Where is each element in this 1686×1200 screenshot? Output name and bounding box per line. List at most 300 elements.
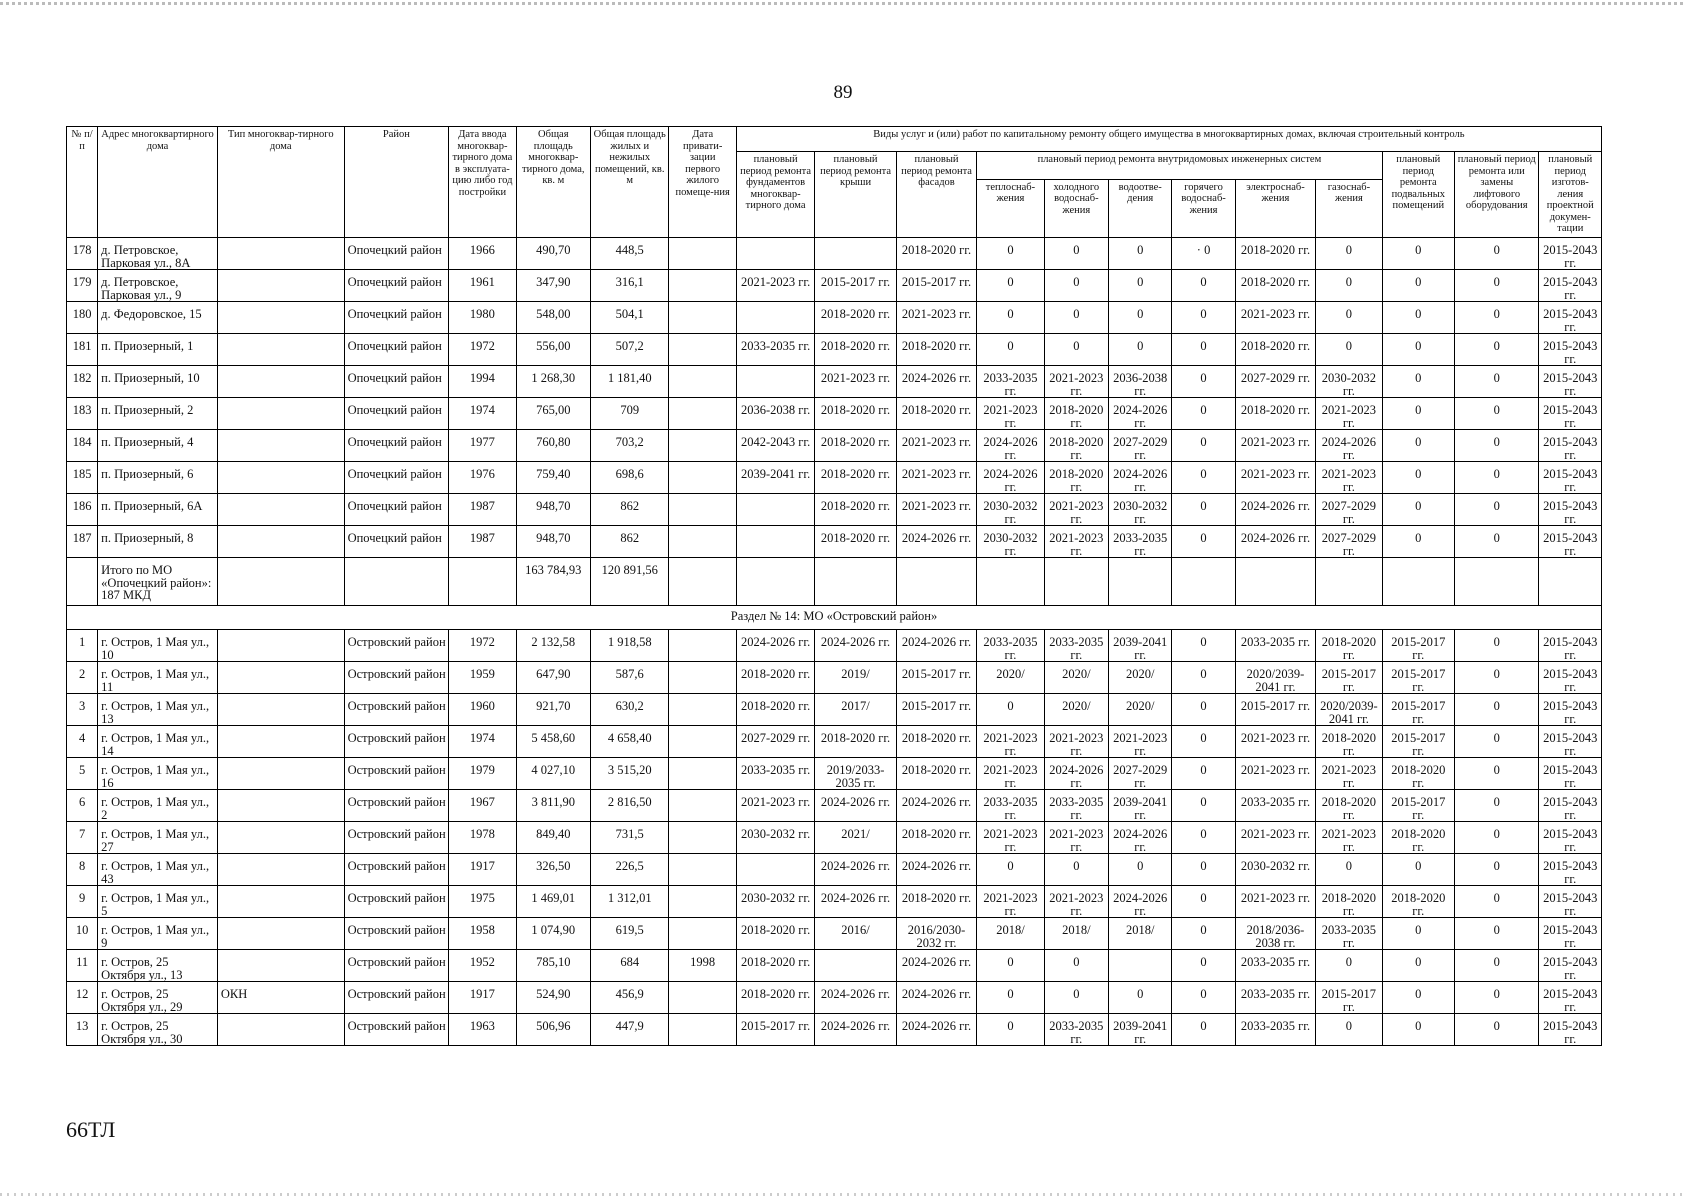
cell-year: 1958 xyxy=(449,918,516,950)
cell-privatization-date xyxy=(669,822,736,854)
cell-year: 1974 xyxy=(449,398,516,430)
cell-electric-period: 2021-2023 гг. xyxy=(1235,822,1315,854)
cell-year: 1966 xyxy=(449,238,516,270)
cell-heat-period: 2020/ xyxy=(977,662,1044,694)
table-row xyxy=(67,758,1602,790)
cell-gas-period: 2024-2026 гг. xyxy=(1316,430,1382,462)
cell-living-area: 1 918,58 xyxy=(591,630,669,662)
cell-privatization-date xyxy=(669,630,736,662)
cell-cold-water-period: 0 xyxy=(1044,982,1108,1014)
cell-roof-period: 2024-2026 гг. xyxy=(815,886,896,918)
table-row xyxy=(67,526,1602,558)
total-row xyxy=(67,558,1602,606)
cell-living-area: 619,5 xyxy=(591,918,669,950)
cell-elevator-period: 0 xyxy=(1455,886,1539,918)
cell-electric-period: 2021-2023 гг. xyxy=(1235,430,1315,462)
cell-facade-period: 2015-2017 гг. xyxy=(896,694,976,726)
total-empty-cell xyxy=(815,558,896,606)
table-row xyxy=(67,822,1602,854)
cell-basement-period: 0 xyxy=(1382,302,1454,334)
total-empty-cell xyxy=(669,558,736,606)
cell-privatization-date xyxy=(669,886,736,918)
cell-facade-period: 2018-2020 гг. xyxy=(896,238,976,270)
col-header-living-area: Общая площадь жилых и нежилых помещений, кв. м xyxy=(591,127,669,238)
cell-roof-period: 2016/ xyxy=(815,918,896,950)
cell-address: г. Остров, 1 Мая ул., 10 xyxy=(98,630,218,662)
cell-privatization-date xyxy=(669,758,736,790)
cell-cold-water-period: 2024-2026 гг. xyxy=(1044,758,1108,790)
cell-basement-period: 2015-2017 гг. xyxy=(1382,790,1454,822)
cell-elevator-period: 0 xyxy=(1455,726,1539,758)
cell-house-type xyxy=(217,918,344,950)
cell-row-number: 184 xyxy=(67,430,98,462)
cell-hot-water-period: 0 xyxy=(1172,886,1235,918)
table-row xyxy=(67,430,1602,462)
cell-privatization-date xyxy=(669,982,736,1014)
col-header-engineering-group: плановый период ремонта внутридомовых инженерных систем xyxy=(977,152,1382,180)
cell-year: 1917 xyxy=(449,854,516,886)
cell-cold-water-period: 0 xyxy=(1044,302,1108,334)
cell-living-area: 504,1 xyxy=(591,302,669,334)
cell-design-period: 2015-2043 гг. xyxy=(1539,662,1602,694)
cell-basement-period: 0 xyxy=(1382,366,1454,398)
total-empty-cell xyxy=(217,558,344,606)
cell-heat-period: 0 xyxy=(977,950,1044,982)
cell-row-number: 13 xyxy=(67,1014,98,1046)
cell-house-type xyxy=(217,1014,344,1046)
cell-total-area: 849,40 xyxy=(516,822,590,854)
section-title: Раздел № 14: МО «Островский район» xyxy=(67,606,1602,630)
cell-living-area: 862 xyxy=(591,494,669,526)
cell-hot-water-period: 0 xyxy=(1172,630,1235,662)
cell-electric-period: 2033-2035 гг. xyxy=(1235,790,1315,822)
cell-privatization-date xyxy=(669,790,736,822)
cell-gas-period: 0 xyxy=(1316,334,1382,366)
cell-gas-period: 2018-2020 гг. xyxy=(1316,886,1382,918)
cell-privatization-date xyxy=(669,854,736,886)
cell-heat-period: 0 xyxy=(977,334,1044,366)
cell-living-area: 4 658,40 xyxy=(591,726,669,758)
cell-cold-water-period: 2021-2023 гг. xyxy=(1044,726,1108,758)
cell-living-area: 507,2 xyxy=(591,334,669,366)
cell-foundation-period: 2033-2035 гг. xyxy=(736,334,814,366)
cell-cold-water-period: 2021-2023 гг. xyxy=(1044,526,1108,558)
cell-gas-period: 0 xyxy=(1316,302,1382,334)
cell-elevator-period: 0 xyxy=(1455,270,1539,302)
cell-facade-period: 2024-2026 гг. xyxy=(896,630,976,662)
cell-privatization-date xyxy=(669,366,736,398)
cell-heat-period: 2033-2035 гг. xyxy=(977,630,1044,662)
cell-electric-period: 2033-2035 гг. xyxy=(1235,950,1315,982)
cell-elevator-period: 0 xyxy=(1455,430,1539,462)
table-row xyxy=(67,854,1602,886)
cell-hot-water-period: 0 xyxy=(1172,662,1235,694)
cell-foundation-period xyxy=(736,366,814,398)
cell-house-type xyxy=(217,726,344,758)
cell-drainage-period: 0 xyxy=(1109,854,1172,886)
cell-house-type xyxy=(217,662,344,694)
cell-basement-period: 0 xyxy=(1382,270,1454,302)
cell-year: 1959 xyxy=(449,662,516,694)
cell-electric-period: 2018-2020 гг. xyxy=(1235,398,1315,430)
cell-living-area: 731,5 xyxy=(591,822,669,854)
cell-hot-water-period: 0 xyxy=(1172,918,1235,950)
cell-privatization-date xyxy=(669,918,736,950)
cell-row-number: 182 xyxy=(67,366,98,398)
cell-design-period: 2015-2043 гг. xyxy=(1539,494,1602,526)
col-header-address: Адрес многоквартирного дома xyxy=(98,127,218,238)
cell-year: 1987 xyxy=(449,494,516,526)
scan-top-edge xyxy=(0,2,1686,5)
cell-design-period: 2015-2043 гг. xyxy=(1539,854,1602,886)
total-empty-cell xyxy=(344,558,449,606)
cell-facade-period: 2018-2020 гг. xyxy=(896,822,976,854)
cell-hot-water-period: 0 xyxy=(1172,790,1235,822)
cell-year: 1972 xyxy=(449,630,516,662)
cell-district: Островский район xyxy=(344,726,449,758)
cell-design-period: 2015-2043 гг. xyxy=(1539,982,1602,1014)
table-row xyxy=(67,790,1602,822)
cell-year: 1963 xyxy=(449,1014,516,1046)
cell-electric-period: 2030-2032 гг. xyxy=(1235,854,1315,886)
table-row xyxy=(67,494,1602,526)
cell-facade-period: 2024-2026 гг. xyxy=(896,526,976,558)
cell-elevator-period: 0 xyxy=(1455,398,1539,430)
cell-living-area: 1 312,01 xyxy=(591,886,669,918)
cell-hot-water-period: 0 xyxy=(1172,822,1235,854)
cell-privatization-date xyxy=(669,662,736,694)
cell-house-type xyxy=(217,526,344,558)
cell-roof-period: 2018-2020 гг. xyxy=(815,430,896,462)
total-empty-cell xyxy=(1539,558,1602,606)
cell-year: 1976 xyxy=(449,462,516,494)
page-number: 89 xyxy=(833,82,853,103)
cell-year: 1974 xyxy=(449,726,516,758)
cell-electric-period: 2015-2017 гг. xyxy=(1235,694,1315,726)
col-header-works-group: Виды услуг и (или) работ по капитальному ремонту общего имущества в многоквартирных домах, включая строительный контроль xyxy=(736,127,1601,152)
footer-code: 66ТЛ xyxy=(66,1117,116,1142)
cell-elevator-period: 0 xyxy=(1455,662,1539,694)
cell-district: Опочецкий район xyxy=(344,494,449,526)
cell-hot-water-period: 0 xyxy=(1172,526,1235,558)
cell-row-number: 178 xyxy=(67,238,98,270)
cell-row-number: 2 xyxy=(67,662,98,694)
cell-basement-period: 2018-2020 гг. xyxy=(1382,822,1454,854)
cell-address: д. Петровское, Парковая ул., 9 xyxy=(98,270,218,302)
cell-gas-period: 2015-2017 гг. xyxy=(1316,662,1382,694)
cell-living-area: 316,1 xyxy=(591,270,669,302)
cell-hot-water-period: 0 xyxy=(1172,726,1235,758)
cell-privatization-date xyxy=(669,334,736,366)
cell-hot-water-period: 0 xyxy=(1172,462,1235,494)
cell-total-area: 921,70 xyxy=(516,694,590,726)
cell-address: г. Остров, 25 Октября ул., 29 xyxy=(98,982,218,1014)
cell-total-area: 785,10 xyxy=(516,950,590,982)
table-row xyxy=(67,662,1602,694)
cell-roof-period: 2015-2017 гг. xyxy=(815,270,896,302)
table-row xyxy=(67,238,1602,270)
cell-living-area: 448,5 xyxy=(591,238,669,270)
cell-electric-period: 2018-2020 гг. xyxy=(1235,334,1315,366)
table-row xyxy=(67,366,1602,398)
cell-design-period: 2015-2043 гг. xyxy=(1539,630,1602,662)
cell-electric-period: 2021-2023 гг. xyxy=(1235,462,1315,494)
cell-drainage-period: 0 xyxy=(1109,238,1172,270)
cell-hot-water-period: 0 xyxy=(1172,1014,1235,1046)
cell-basement-period: 0 xyxy=(1382,494,1454,526)
cell-cold-water-period: 2020/ xyxy=(1044,662,1108,694)
cell-drainage-period: 2024-2026 гг. xyxy=(1109,462,1172,494)
table-row xyxy=(67,1014,1602,1046)
cell-heat-period: 0 xyxy=(977,694,1044,726)
cell-foundation-period: 2042-2043 гг. xyxy=(736,430,814,462)
cell-row-number: 183 xyxy=(67,398,98,430)
cell-district: Островский район xyxy=(344,950,449,982)
cell-facade-period: 2018-2020 гг. xyxy=(896,726,976,758)
cell-facade-period: 2024-2026 гг. xyxy=(896,790,976,822)
cell-elevator-period: 0 xyxy=(1455,758,1539,790)
cell-privatization-date xyxy=(669,726,736,758)
cell-year: 1967 xyxy=(449,790,516,822)
cell-foundation-period: 2015-2017 гг. xyxy=(736,1014,814,1046)
cell-gas-period: 0 xyxy=(1316,270,1382,302)
cell-facade-period: 2018-2020 гг. xyxy=(896,398,976,430)
cell-drainage-period: 0 xyxy=(1109,982,1172,1014)
cell-gas-period: 2027-2029 гг. xyxy=(1316,526,1382,558)
total-empty-cell xyxy=(1044,558,1108,606)
cell-roof-period xyxy=(815,950,896,982)
cell-cold-water-period: 2033-2035 гг. xyxy=(1044,630,1108,662)
cell-foundation-period: 2024-2026 гг. xyxy=(736,630,814,662)
cell-gas-period: 2018-2020 гг. xyxy=(1316,630,1382,662)
cell-electric-period: 2018-2020 гг. xyxy=(1235,270,1315,302)
cell-living-area: 226,5 xyxy=(591,854,669,886)
cell-living-area: 1 181,40 xyxy=(591,366,669,398)
cell-year: 1975 xyxy=(449,886,516,918)
cell-hot-water-period: 0 xyxy=(1172,334,1235,366)
cell-house-type xyxy=(217,822,344,854)
cell-address: г. Остров, 1 Мая ул., 16 xyxy=(98,758,218,790)
cell-house-type xyxy=(217,270,344,302)
cell-house-type xyxy=(217,398,344,430)
cell-drainage-period: 2027-2029 гг. xyxy=(1109,430,1172,462)
cell-design-period: 2015-2043 гг. xyxy=(1539,462,1602,494)
cell-electric-period: 2018-2020 гг. xyxy=(1235,238,1315,270)
total-empty-cell xyxy=(449,558,516,606)
cell-row-number: 6 xyxy=(67,790,98,822)
col-header-num: № п/п xyxy=(67,127,98,238)
cell-total-area: 5 458,60 xyxy=(516,726,590,758)
cell-basement-period: 2015-2017 гг. xyxy=(1382,662,1454,694)
cell-design-period: 2015-2043 гг. xyxy=(1539,270,1602,302)
cell-design-period: 2015-2043 гг. xyxy=(1539,694,1602,726)
cell-total-area: 759,40 xyxy=(516,462,590,494)
cell-drainage-period: 0 xyxy=(1109,270,1172,302)
cell-electric-period: 2021-2023 гг. xyxy=(1235,886,1315,918)
cell-total-area: 490,70 xyxy=(516,238,590,270)
cell-foundation-period: 2018-2020 гг. xyxy=(736,918,814,950)
cell-foundation-period: 2021-2023 гг. xyxy=(736,790,814,822)
cell-hot-water-period: 0 xyxy=(1172,694,1235,726)
cell-foundation-period: 2039-2041 гг. xyxy=(736,462,814,494)
cell-facade-period: 2016/2030-2032 гг. xyxy=(896,918,976,950)
cell-roof-period: 2018-2020 гг. xyxy=(815,462,896,494)
cell-basement-period: 0 xyxy=(1382,1014,1454,1046)
cell-house-type xyxy=(217,854,344,886)
cell-elevator-period: 0 xyxy=(1455,462,1539,494)
cell-foundation-period: 2018-2020 гг. xyxy=(736,950,814,982)
cell-elevator-period: 0 xyxy=(1455,950,1539,982)
cell-living-area: 456,9 xyxy=(591,982,669,1014)
cell-elevator-period: 0 xyxy=(1455,822,1539,854)
cell-district: Островский район xyxy=(344,918,449,950)
cell-living-area: 703,2 xyxy=(591,430,669,462)
cell-heat-period: 0 xyxy=(977,982,1044,1014)
cell-heat-period: 2018/ xyxy=(977,918,1044,950)
col-header-elevator: плановый период ремонта или замены лифтового оборудования xyxy=(1455,152,1539,238)
cell-gas-period: 0 xyxy=(1316,1014,1382,1046)
cell-roof-period: 2024-2026 гг. xyxy=(815,982,896,1014)
cell-cold-water-period: 2018-2020 гг. xyxy=(1044,398,1108,430)
cell-house-type xyxy=(217,462,344,494)
cell-gas-period: 2021-2023 гг. xyxy=(1316,758,1382,790)
cell-cold-water-period: 2033-2035 гг. xyxy=(1044,790,1108,822)
total-empty-cell xyxy=(1109,558,1172,606)
cell-electric-period: 2033-2035 гг. xyxy=(1235,630,1315,662)
cell-heat-period: 0 xyxy=(977,238,1044,270)
cell-address: п. Приозерный, 2 xyxy=(98,398,218,430)
cell-privatization-date: 1998 xyxy=(669,950,736,982)
cell-district: Опочецкий район xyxy=(344,302,449,334)
cell-foundation-period: 2036-2038 гг. xyxy=(736,398,814,430)
col-header-privatization: Дата привати-зации первого жилого помеще-ния xyxy=(669,127,736,238)
cell-drainage-period: 2018/ xyxy=(1109,918,1172,950)
cell-total-area: 1 074,90 xyxy=(516,918,590,950)
table-row xyxy=(67,398,1602,430)
cell-facade-period: 2024-2026 гг. xyxy=(896,1014,976,1046)
cell-hot-water-period: 0 xyxy=(1172,430,1235,462)
cell-heat-period: 2021-2023 гг. xyxy=(977,758,1044,790)
cell-roof-period: 2024-2026 гг. xyxy=(815,854,896,886)
cell-design-period: 2015-2043 гг. xyxy=(1539,430,1602,462)
cell-district: Островский район xyxy=(344,1014,449,1046)
cell-address: г. Остров, 1 Мая ул., 27 xyxy=(98,822,218,854)
cell-drainage-period: 2021-2023 гг. xyxy=(1109,726,1172,758)
cell-total-area: 548,00 xyxy=(516,302,590,334)
cell-row-number: 181 xyxy=(67,334,98,366)
table-row xyxy=(67,726,1602,758)
cell-address: д. Федоровское, 15 xyxy=(98,302,218,334)
cell-basement-period: 0 xyxy=(1382,238,1454,270)
cell-gas-period: 2018-2020 гг. xyxy=(1316,726,1382,758)
cell-house-type xyxy=(217,302,344,334)
cell-foundation-period xyxy=(736,854,814,886)
cell-foundation-period xyxy=(736,238,814,270)
cell-address: г. Остров, 25 Октября ул., 30 xyxy=(98,1014,218,1046)
cell-elevator-period: 0 xyxy=(1455,854,1539,886)
cell-cold-water-period: 2033-2035 гг. xyxy=(1044,1014,1108,1046)
cell-facade-period: 2015-2017 гг. xyxy=(896,662,976,694)
cell-facade-period: 2024-2026 гг. xyxy=(896,950,976,982)
cell-total-area: 4 027,10 xyxy=(516,758,590,790)
cell-design-period: 2015-2043 гг. xyxy=(1539,950,1602,982)
col-header-hot-water: горячего водоснаб-жения xyxy=(1172,179,1235,238)
cell-design-period: 2015-2043 гг. xyxy=(1539,398,1602,430)
cell-foundation-period xyxy=(736,526,814,558)
total-empty-cell xyxy=(1172,558,1235,606)
cell-hot-water-period: 0 xyxy=(1172,758,1235,790)
cell-design-period: 2015-2043 гг. xyxy=(1539,790,1602,822)
cell-row-number: 186 xyxy=(67,494,98,526)
cell-house-type xyxy=(217,758,344,790)
cell-total-area: 1 268,30 xyxy=(516,366,590,398)
cell-drainage-period: 0 xyxy=(1109,302,1172,334)
cell-drainage-period: 2027-2029 гг. xyxy=(1109,758,1172,790)
cell-cold-water-period: 0 xyxy=(1044,270,1108,302)
cell-gas-period: 2015-2017 гг. xyxy=(1316,982,1382,1014)
cell-total-area: 647,90 xyxy=(516,662,590,694)
cell-district: Островский район xyxy=(344,758,449,790)
cell-foundation-period xyxy=(736,302,814,334)
cell-heat-period: 0 xyxy=(977,854,1044,886)
cell-gas-period: 2020/2039-2041 гг. xyxy=(1316,694,1382,726)
col-header-heat: теплоснаб-жения xyxy=(977,179,1044,238)
cell-gas-period: 2021-2023 гг. xyxy=(1316,398,1382,430)
cell-drainage-period: 2036-2038 гг. xyxy=(1109,366,1172,398)
cell-elevator-period: 0 xyxy=(1455,982,1539,1014)
cell-drainage-period: 2033-2035 гг. xyxy=(1109,526,1172,558)
cell-gas-period: 0 xyxy=(1316,854,1382,886)
col-header-year: Дата ввода многоквар-тирного дома в эксплуата-цию либо год постройки xyxy=(449,127,516,238)
cell-basement-period: 0 xyxy=(1382,982,1454,1014)
cell-design-period: 2015-2043 гг. xyxy=(1539,758,1602,790)
cell-address: г. Остров, 1 Мая ул., 11 xyxy=(98,662,218,694)
cell-drainage-period: 2039-2041 гг. xyxy=(1109,630,1172,662)
cell-row-number: 12 xyxy=(67,982,98,1014)
cell-living-area: 630,2 xyxy=(591,694,669,726)
cell-facade-period: 2018-2020 гг. xyxy=(896,886,976,918)
col-header-total-area: Общая площадь многоквар-тирного дома, кв. м xyxy=(516,127,590,238)
cell-address: п. Приозерный, 4 xyxy=(98,430,218,462)
cell-basement-period: 0 xyxy=(1382,526,1454,558)
cell-elevator-period: 0 xyxy=(1455,918,1539,950)
cell-district: Островский район xyxy=(344,854,449,886)
cell-district: Островский район xyxy=(344,886,449,918)
cell-district: Опочецкий район xyxy=(344,526,449,558)
cell-total-area: 326,50 xyxy=(516,854,590,886)
cell-design-period: 2015-2043 гг. xyxy=(1539,366,1602,398)
cell-total-area: 760,80 xyxy=(516,430,590,462)
cell-district: Островский район xyxy=(344,662,449,694)
table-row xyxy=(67,886,1602,918)
cell-heat-period: 0 xyxy=(977,302,1044,334)
cell-cold-water-period: 2020/ xyxy=(1044,694,1108,726)
col-header-facade: плановый период ремонта фасадов xyxy=(896,152,976,238)
cell-address: г. Остров, 1 Мая ул., 43 xyxy=(98,854,218,886)
cell-design-period: 2015-2043 гг. xyxy=(1539,726,1602,758)
cell-living-area: 3 515,20 xyxy=(591,758,669,790)
total-empty-cell xyxy=(1316,558,1382,606)
cell-heat-period: 2024-2026 гг. xyxy=(977,430,1044,462)
cell-basement-period: 2015-2017 гг. xyxy=(1382,726,1454,758)
total-empty-cell xyxy=(736,558,814,606)
cell-facade-period: 2018-2020 гг. xyxy=(896,758,976,790)
cell-roof-period: 2024-2026 гг. xyxy=(815,630,896,662)
cell-address: г. Остров, 1 Мая ул., 9 xyxy=(98,918,218,950)
total-empty-cell xyxy=(1382,558,1454,606)
cell-design-period: 2015-2043 гг. xyxy=(1539,886,1602,918)
cell-roof-period: 2017/ xyxy=(815,694,896,726)
